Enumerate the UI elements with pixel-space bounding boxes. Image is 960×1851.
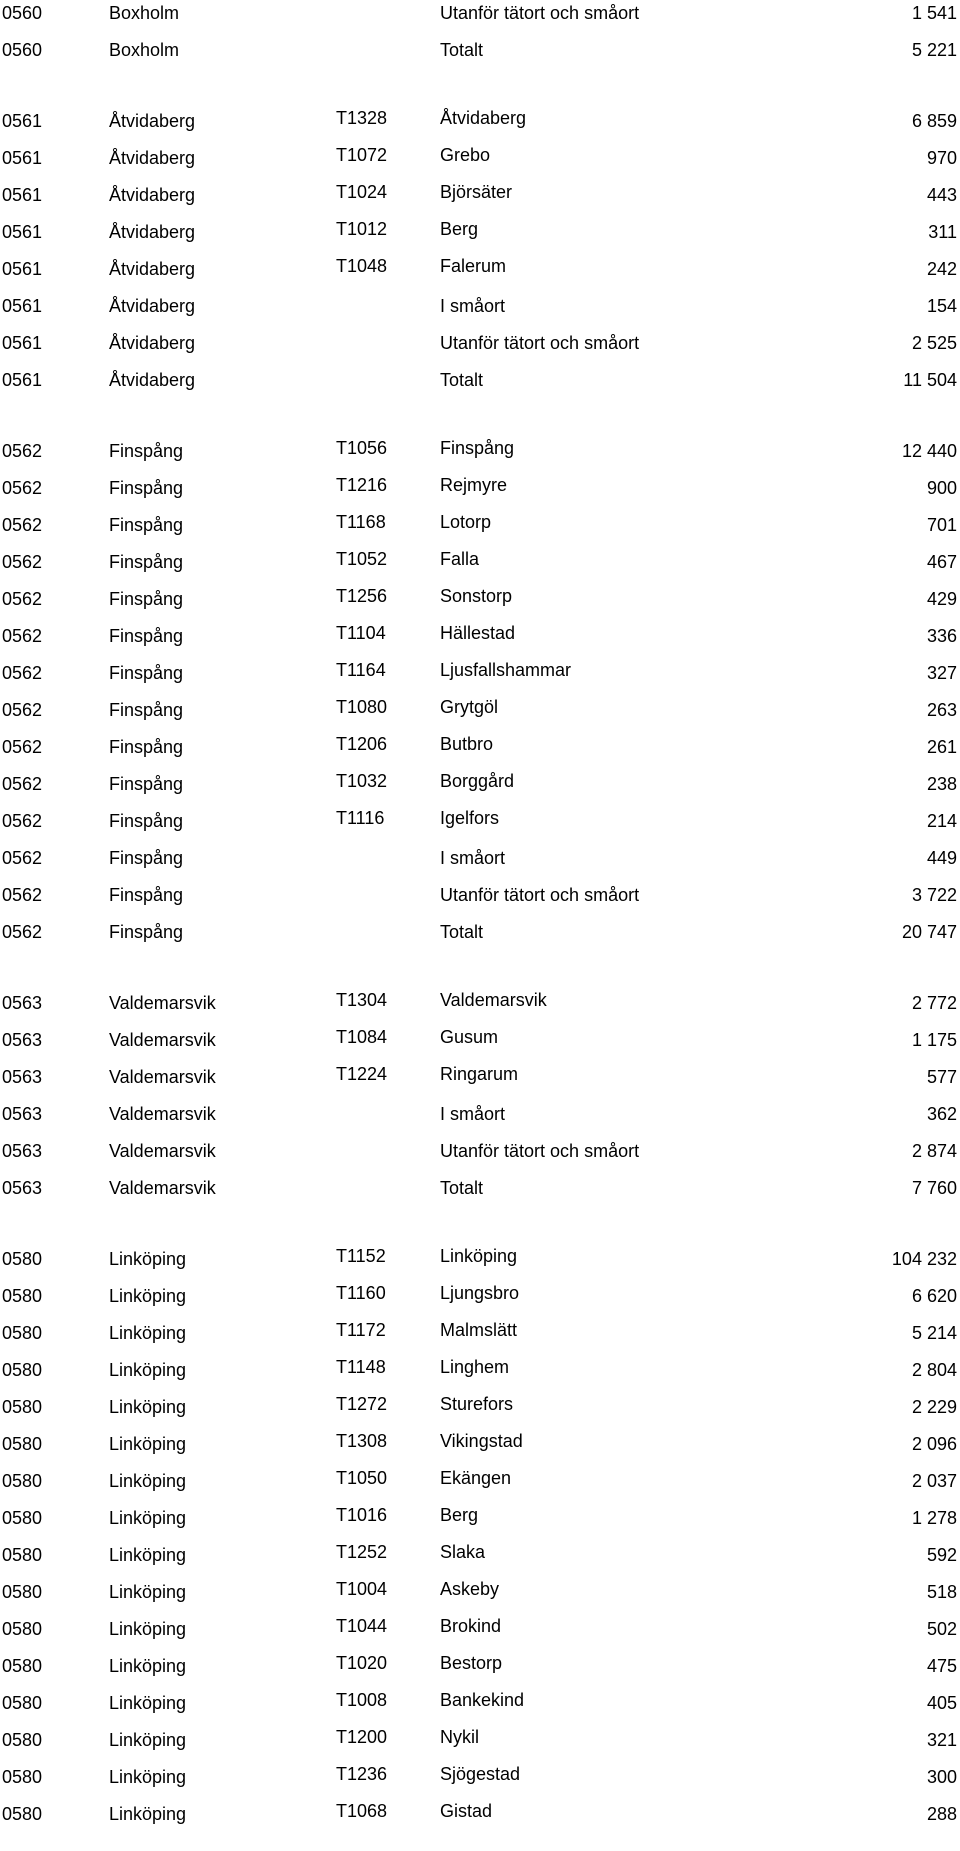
locality-name: Berg bbox=[440, 1505, 479, 1525]
municipality-name: Linköping bbox=[109, 1582, 187, 1602]
locality-name: I småort bbox=[440, 1104, 506, 1124]
locality-name: Igelfors bbox=[440, 808, 500, 828]
table-row bbox=[0, 1468, 960, 1505]
population-value: 2 874 bbox=[911, 1141, 957, 1161]
municipality-code: 0580 bbox=[2, 1360, 43, 1380]
locality-name: Ekängen bbox=[440, 1468, 512, 1488]
locality-name: Björsäter bbox=[440, 182, 513, 202]
municipality-code: 0562 bbox=[2, 478, 43, 498]
table-row bbox=[0, 108, 960, 145]
locality-name: Slaka bbox=[440, 1542, 486, 1562]
locality-name: Utanför tätort och småort bbox=[440, 885, 640, 905]
locality-code: T1200 bbox=[336, 1727, 388, 1747]
table-row bbox=[0, 1283, 960, 1320]
municipality-name: Linköping bbox=[109, 1693, 187, 1713]
municipality-code: 0580 bbox=[2, 1619, 43, 1639]
municipality-code: 0580 bbox=[2, 1471, 43, 1491]
population-value: 242 bbox=[926, 259, 957, 279]
locality-code: T1152 bbox=[336, 1246, 386, 1266]
population-value: 449 bbox=[926, 848, 957, 868]
municipality-code: 0561 bbox=[2, 185, 43, 205]
municipality-name: Åtvidaberg bbox=[109, 259, 196, 279]
municipality-name: Linköping bbox=[109, 1545, 187, 1565]
municipality-code: 0580 bbox=[2, 1508, 43, 1528]
locality-name: Sjögestad bbox=[440, 1764, 521, 1784]
locality-code: T1172 bbox=[336, 1320, 386, 1340]
municipality-code: 0562 bbox=[2, 922, 43, 942]
municipality-code: 0562 bbox=[2, 848, 43, 868]
population-value: 263 bbox=[926, 700, 957, 720]
municipality-name: Åtvidaberg bbox=[109, 148, 196, 168]
municipality-code: 0562 bbox=[2, 663, 43, 683]
municipality-code: 0580 bbox=[2, 1582, 43, 1602]
locality-code: T1080 bbox=[336, 697, 388, 717]
table-row bbox=[0, 1027, 960, 1064]
municipality-code: 0561 bbox=[2, 259, 43, 279]
table-row bbox=[0, 623, 960, 660]
locality-code: T1016 bbox=[336, 1505, 388, 1525]
locality-code: T1050 bbox=[336, 1468, 388, 1488]
locality-code: T1012 bbox=[336, 219, 388, 239]
municipality-name: Linköping bbox=[109, 1804, 187, 1824]
municipality-code: 0563 bbox=[2, 1104, 43, 1124]
table-row bbox=[0, 1764, 960, 1801]
locality-name: Lotorp bbox=[440, 512, 492, 532]
locality-name: Utanför tätort och småort bbox=[440, 3, 640, 23]
population-value: 154 bbox=[926, 296, 957, 316]
table-row bbox=[0, 1175, 960, 1212]
municipality-name: Åtvidaberg bbox=[109, 222, 196, 242]
table-row bbox=[0, 549, 960, 586]
municipality-name: Linköping bbox=[109, 1397, 187, 1417]
population-value: 2 229 bbox=[911, 1397, 957, 1417]
locality-name: Totalt bbox=[440, 40, 484, 60]
municipality-name: Valdemarsvik bbox=[109, 1104, 216, 1124]
population-value: 900 bbox=[926, 478, 957, 498]
locality-name: Rejmyre bbox=[440, 475, 508, 495]
population-value: 5 214 bbox=[911, 1323, 957, 1343]
locality-code: T1072 bbox=[336, 145, 388, 165]
population-value: 1 541 bbox=[911, 3, 957, 23]
population-value: 518 bbox=[926, 1582, 957, 1602]
municipality-name: Finspång bbox=[109, 589, 184, 609]
table-row bbox=[0, 697, 960, 734]
population-value: 2 096 bbox=[911, 1434, 957, 1454]
locality-name: Butbro bbox=[440, 734, 494, 754]
locality-name: Gusum bbox=[440, 1027, 499, 1047]
locality-code: T1020 bbox=[336, 1653, 388, 1673]
municipality-code: 0580 bbox=[2, 1767, 43, 1787]
municipality-code: 0561 bbox=[2, 111, 43, 131]
table-row bbox=[0, 182, 960, 219]
municipality-name: Valdemarsvik bbox=[109, 1030, 216, 1050]
municipality-code: 0562 bbox=[2, 552, 43, 572]
locality-code: T1148 bbox=[336, 1357, 386, 1377]
table-row bbox=[0, 1320, 960, 1357]
population-value: 321 bbox=[926, 1730, 957, 1750]
table-row bbox=[0, 990, 960, 1027]
municipality-code: 0560 bbox=[2, 40, 43, 60]
table-row bbox=[0, 771, 960, 808]
locality-name: Linghem bbox=[440, 1357, 510, 1377]
population-value: 311 bbox=[928, 222, 957, 242]
locality-code: T1256 bbox=[336, 586, 388, 606]
locality-code: T1052 bbox=[336, 549, 388, 569]
municipality-name: Finspång bbox=[109, 700, 184, 720]
locality-name: Sonstorp bbox=[440, 586, 513, 606]
municipality-code: 0561 bbox=[2, 296, 43, 316]
locality-name: Hällestad bbox=[440, 623, 516, 643]
municipality-name: Finspång bbox=[109, 774, 184, 794]
municipality-code: 0562 bbox=[2, 700, 43, 720]
municipality-code: 0562 bbox=[2, 515, 43, 535]
municipality-name: Linköping bbox=[109, 1656, 187, 1676]
table-row bbox=[0, 1138, 960, 1175]
population-value: 2 037 bbox=[911, 1471, 957, 1491]
table-row bbox=[0, 1505, 960, 1542]
locality-name: Linköping bbox=[440, 1246, 518, 1266]
population-value: 104 232 bbox=[891, 1249, 957, 1269]
municipality-name: Finspång bbox=[109, 922, 184, 942]
municipality-code: 0580 bbox=[2, 1397, 43, 1417]
table-row bbox=[0, 1064, 960, 1101]
population-value: 2 525 bbox=[911, 333, 957, 353]
municipality-name: Linköping bbox=[109, 1434, 187, 1454]
locality-name: Grytgöl bbox=[440, 697, 499, 717]
municipality-name: Linköping bbox=[109, 1286, 187, 1306]
population-value: 475 bbox=[926, 1656, 957, 1676]
table-row bbox=[0, 808, 960, 845]
municipality-name: Linköping bbox=[109, 1471, 187, 1491]
municipality-code: 0561 bbox=[2, 148, 43, 168]
table-row bbox=[0, 1616, 960, 1653]
table-row bbox=[0, 145, 960, 182]
population-value: 467 bbox=[926, 552, 957, 572]
municipality-code: 0563 bbox=[2, 1178, 43, 1198]
municipality-code: 0562 bbox=[2, 589, 43, 609]
locality-code: T1236 bbox=[336, 1764, 388, 1784]
locality-name: Nykil bbox=[440, 1727, 479, 1747]
table-row bbox=[0, 660, 960, 697]
population-value: 970 bbox=[926, 148, 957, 168]
population-value: 20 747 bbox=[901, 922, 957, 942]
municipality-name: Boxholm bbox=[109, 3, 180, 23]
locality-code: T1160 bbox=[336, 1283, 386, 1303]
locality-code: T1004 bbox=[336, 1579, 388, 1599]
municipality-name: Åtvidaberg bbox=[109, 333, 196, 353]
table-row bbox=[0, 512, 960, 549]
municipality-name: Finspång bbox=[109, 552, 184, 572]
locality-code: T1048 bbox=[336, 256, 388, 276]
municipality-code: 0580 bbox=[2, 1286, 43, 1306]
population-value: 429 bbox=[926, 589, 957, 609]
table-row bbox=[0, 1246, 960, 1283]
municipality-code: 0563 bbox=[2, 993, 43, 1013]
municipality-code: 0560 bbox=[2, 3, 43, 23]
municipality-name: Valdemarsvik bbox=[109, 1141, 216, 1161]
locality-code: T1116 bbox=[336, 808, 385, 828]
municipality-code: 0562 bbox=[2, 737, 43, 757]
locality-name: Utanför tätort och småort bbox=[440, 1141, 640, 1161]
population-value: 6 620 bbox=[911, 1286, 957, 1306]
locality-code: T1008 bbox=[336, 1690, 388, 1710]
population-value: 336 bbox=[926, 626, 957, 646]
municipality-code: 0580 bbox=[2, 1693, 43, 1713]
municipality-code: 0580 bbox=[2, 1434, 43, 1454]
population-value: 261 bbox=[926, 737, 957, 757]
municipality-code: 0562 bbox=[2, 441, 43, 461]
municipality-name: Linköping bbox=[109, 1323, 187, 1343]
locality-code: T1056 bbox=[336, 438, 388, 458]
municipality-name: Finspång bbox=[109, 626, 184, 646]
population-value: 300 bbox=[926, 1767, 957, 1787]
municipality-name: Linköping bbox=[109, 1249, 187, 1269]
population-value: 362 bbox=[926, 1104, 957, 1124]
table-row bbox=[0, 1690, 960, 1727]
municipality-name: Finspång bbox=[109, 515, 184, 535]
locality-code: T1084 bbox=[336, 1027, 388, 1047]
locality-name: Totalt bbox=[440, 370, 484, 390]
locality-code: T1044 bbox=[336, 1616, 388, 1636]
locality-code: T1068 bbox=[336, 1801, 388, 1821]
municipality-code: 0562 bbox=[2, 626, 43, 646]
table-row bbox=[0, 1727, 960, 1764]
table-row bbox=[0, 219, 960, 256]
population-value: 327 bbox=[926, 663, 957, 683]
locality-name: Totalt bbox=[440, 922, 484, 942]
municipality-name: Linköping bbox=[109, 1730, 187, 1750]
locality-code: T1328 bbox=[336, 108, 388, 128]
table-row bbox=[0, 1801, 960, 1838]
locality-code: T1032 bbox=[336, 771, 388, 791]
municipality-code: 0580 bbox=[2, 1656, 43, 1676]
locality-code: T1272 bbox=[336, 1394, 388, 1414]
locality-code: T1164 bbox=[336, 660, 386, 680]
locality-name: Vikingstad bbox=[440, 1431, 523, 1451]
municipality-code: 0561 bbox=[2, 370, 43, 390]
population-value: 2 804 bbox=[911, 1360, 957, 1380]
table-row bbox=[0, 1579, 960, 1616]
locality-name: Askeby bbox=[440, 1579, 500, 1599]
locality-code: T1024 bbox=[336, 182, 388, 202]
population-value: 11 504 bbox=[903, 370, 957, 390]
population-value: 7 760 bbox=[911, 1178, 957, 1198]
population-value: 238 bbox=[926, 774, 957, 794]
locality-name: Brokind bbox=[440, 1616, 502, 1636]
locality-name: Berg bbox=[440, 219, 479, 239]
municipality-name: Linköping bbox=[109, 1360, 187, 1380]
table-row bbox=[0, 330, 960, 367]
municipality-code: 0580 bbox=[2, 1730, 43, 1750]
municipality-name: Finspång bbox=[109, 478, 184, 498]
locality-name: Borggård bbox=[440, 771, 515, 791]
table-row bbox=[0, 1542, 960, 1579]
municipality-code: 0563 bbox=[2, 1030, 43, 1050]
table-row bbox=[0, 882, 960, 919]
locality-name: I småort bbox=[440, 848, 506, 868]
municipality-code: 0580 bbox=[2, 1249, 43, 1269]
municipality-name: Åtvidaberg bbox=[109, 296, 196, 316]
population-value: 1 278 bbox=[911, 1508, 957, 1528]
municipality-code: 0580 bbox=[2, 1323, 43, 1343]
population-value: 3 722 bbox=[911, 885, 957, 905]
table-row bbox=[0, 37, 960, 74]
municipality-code: 0561 bbox=[2, 222, 43, 242]
locality-name: Ljusfallshammar bbox=[440, 660, 572, 680]
locality-name: Malmslätt bbox=[440, 1320, 518, 1340]
locality-name: Valdemarsvik bbox=[440, 990, 547, 1010]
population-value: 502 bbox=[926, 1619, 957, 1639]
population-value: 214 bbox=[926, 811, 957, 831]
table-row bbox=[0, 367, 960, 404]
municipality-name: Finspång bbox=[109, 441, 184, 461]
locality-code: T1224 bbox=[336, 1064, 388, 1084]
population-value: 12 440 bbox=[901, 441, 957, 461]
municipality-code: 0562 bbox=[2, 774, 43, 794]
table-row bbox=[0, 1653, 960, 1690]
locality-name: Totalt bbox=[440, 1178, 484, 1198]
table-row bbox=[0, 1431, 960, 1468]
locality-name: Falla bbox=[440, 549, 480, 569]
locality-name: Utanför tätort och småort bbox=[440, 333, 640, 353]
municipality-name: Valdemarsvik bbox=[109, 1067, 216, 1087]
table-row bbox=[0, 734, 960, 771]
locality-name: Ljungsbro bbox=[440, 1283, 520, 1303]
locality-name: Bestorp bbox=[440, 1653, 503, 1673]
municipality-name: Finspång bbox=[109, 663, 184, 683]
population-value: 5 221 bbox=[911, 40, 957, 60]
population-value: 701 bbox=[926, 515, 957, 535]
table-row bbox=[0, 586, 960, 623]
table-row bbox=[0, 0, 960, 37]
municipality-name: Valdemarsvik bbox=[109, 993, 216, 1013]
municipality-name: Finspång bbox=[109, 885, 184, 905]
municipality-name: Linköping bbox=[109, 1619, 187, 1639]
population-value: 1 175 bbox=[911, 1030, 957, 1050]
municipality-name: Finspång bbox=[109, 848, 184, 868]
locality-code: T1252 bbox=[336, 1542, 388, 1562]
municipality-name: Boxholm bbox=[109, 40, 180, 60]
locality-code: T1304 bbox=[336, 990, 388, 1010]
municipality-code: 0561 bbox=[2, 333, 43, 353]
locality-name: I småort bbox=[440, 296, 506, 316]
locality-name: Grebo bbox=[440, 145, 491, 165]
locality-code: T1216 bbox=[336, 475, 388, 495]
population-value: 2 772 bbox=[911, 993, 957, 1013]
population-value: 443 bbox=[926, 185, 957, 205]
municipality-code: 0580 bbox=[2, 1804, 43, 1824]
municipality-name: Åtvidaberg bbox=[109, 370, 196, 390]
population-value: 288 bbox=[926, 1804, 957, 1824]
table-row bbox=[0, 919, 960, 956]
table-row bbox=[0, 256, 960, 293]
municipality-name: Åtvidaberg bbox=[109, 111, 196, 131]
municipality-code: 0562 bbox=[2, 885, 43, 905]
table-row bbox=[0, 1394, 960, 1431]
locality-name: Åtvidaberg bbox=[440, 108, 527, 128]
locality-code: T1104 bbox=[336, 623, 386, 643]
municipality-code: 0580 bbox=[2, 1545, 43, 1565]
municipality-code: 0563 bbox=[2, 1141, 43, 1161]
population-value: 577 bbox=[926, 1067, 957, 1087]
table-row bbox=[0, 475, 960, 512]
municipality-name: Valdemarsvik bbox=[109, 1178, 216, 1198]
municipality-name: Finspång bbox=[109, 737, 184, 757]
locality-name: Gistad bbox=[440, 1801, 493, 1821]
municipality-name: Linköping bbox=[109, 1767, 187, 1787]
locality-code: T1206 bbox=[336, 734, 388, 754]
municipality-code: 0563 bbox=[2, 1067, 43, 1087]
population-value: 405 bbox=[926, 1693, 957, 1713]
municipality-name: Finspång bbox=[109, 811, 184, 831]
municipality-name: Linköping bbox=[109, 1508, 187, 1528]
municipality-code: 0562 bbox=[2, 811, 43, 831]
table-row bbox=[0, 293, 960, 330]
locality-name: Sturefors bbox=[440, 1394, 514, 1414]
population-value: 592 bbox=[926, 1545, 957, 1565]
locality-name: Finspång bbox=[440, 438, 515, 458]
table-row bbox=[0, 845, 960, 882]
table-row bbox=[0, 438, 960, 475]
municipality-name: Åtvidaberg bbox=[109, 185, 196, 205]
population-value: 6 859 bbox=[911, 111, 957, 131]
table-row bbox=[0, 1101, 960, 1138]
locality-code: T1308 bbox=[336, 1431, 388, 1451]
locality-name: Ringarum bbox=[440, 1064, 519, 1084]
locality-name: Falerum bbox=[440, 256, 507, 276]
locality-code: T1168 bbox=[336, 512, 386, 532]
locality-name: Bankekind bbox=[440, 1690, 525, 1710]
table-row bbox=[0, 1357, 960, 1394]
